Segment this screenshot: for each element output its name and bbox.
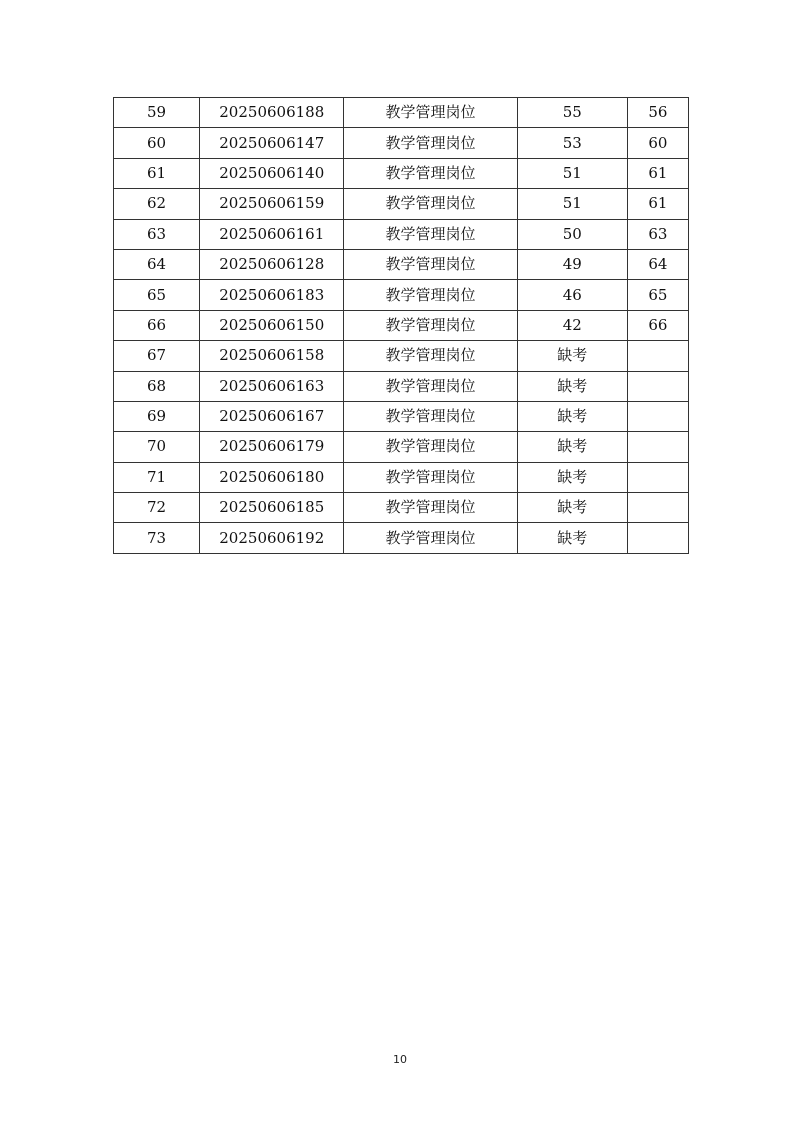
table-row [114, 98, 689, 128]
exam-score: 50 [517, 219, 627, 249]
candidate-id: 20250606179 [200, 432, 344, 462]
table-row [114, 249, 689, 279]
candidate-id: 20250606161 [200, 219, 344, 249]
table-row [114, 158, 689, 188]
table-row [114, 462, 689, 492]
score-rank [627, 462, 688, 492]
row-number: 60 [114, 128, 200, 158]
score-rank: 63 [627, 219, 688, 249]
position-name: 教学管理岗位 [344, 432, 517, 462]
table-row [114, 371, 689, 401]
table-row [114, 523, 689, 553]
results-table-body [114, 98, 689, 554]
position-name: 教学管理岗位 [344, 310, 517, 340]
position-name: 教学管理岗位 [344, 219, 517, 249]
table-row [114, 401, 689, 431]
candidate-id: 20250606167 [200, 401, 344, 431]
score-rank [627, 371, 688, 401]
table-row [114, 432, 689, 462]
score-rank: 65 [627, 280, 688, 310]
score-rank: 61 [627, 189, 688, 219]
row-number: 62 [114, 189, 200, 219]
score-rank: 61 [627, 158, 688, 188]
table-row [114, 280, 689, 310]
exam-score: 缺考 [517, 401, 627, 431]
candidate-id: 20250606128 [200, 249, 344, 279]
position-name: 教学管理岗位 [344, 523, 517, 553]
row-number: 66 [114, 310, 200, 340]
exam-score: 缺考 [517, 523, 627, 553]
score-rank [627, 401, 688, 431]
position-name: 教学管理岗位 [344, 462, 517, 492]
position-name: 教学管理岗位 [344, 128, 517, 158]
row-number: 63 [114, 219, 200, 249]
table-row [114, 219, 689, 249]
table-row [114, 128, 689, 158]
exam-score: 46 [517, 280, 627, 310]
candidate-id: 20250606188 [200, 98, 344, 128]
exam-score: 缺考 [517, 432, 627, 462]
table-row [114, 189, 689, 219]
row-number: 68 [114, 371, 200, 401]
row-number: 59 [114, 98, 200, 128]
candidate-id: 20250606163 [200, 371, 344, 401]
position-name: 教学管理岗位 [344, 249, 517, 279]
score-rank [627, 341, 688, 371]
exam-score: 51 [517, 158, 627, 188]
position-name: 教学管理岗位 [344, 371, 517, 401]
results-table [113, 97, 689, 554]
exam-score: 49 [517, 249, 627, 279]
row-number: 69 [114, 401, 200, 431]
exam-score: 55 [517, 98, 627, 128]
candidate-id: 20250606147 [200, 128, 344, 158]
score-rank: 64 [627, 249, 688, 279]
candidate-id: 20250606180 [200, 462, 344, 492]
row-number: 73 [114, 523, 200, 553]
score-rank: 56 [627, 98, 688, 128]
candidate-id: 20250606192 [200, 523, 344, 553]
position-name: 教学管理岗位 [344, 98, 517, 128]
row-number: 65 [114, 280, 200, 310]
exam-score: 缺考 [517, 371, 627, 401]
exam-score: 缺考 [517, 462, 627, 492]
table-row [114, 341, 689, 371]
score-rank [627, 493, 688, 523]
candidate-id: 20250606183 [200, 280, 344, 310]
exam-score: 42 [517, 310, 627, 340]
candidate-id: 20250606159 [200, 189, 344, 219]
table-row [114, 493, 689, 523]
exam-score: 51 [517, 189, 627, 219]
row-number: 64 [114, 249, 200, 279]
position-name: 教学管理岗位 [344, 493, 517, 523]
position-name: 教学管理岗位 [344, 158, 517, 188]
position-name: 教学管理岗位 [344, 280, 517, 310]
table-row [114, 310, 689, 340]
exam-score: 53 [517, 128, 627, 158]
row-number: 70 [114, 432, 200, 462]
exam-score: 缺考 [517, 341, 627, 371]
row-number: 71 [114, 462, 200, 492]
row-number: 67 [114, 341, 200, 371]
candidate-id: 20250606140 [200, 158, 344, 188]
exam-score: 缺考 [517, 493, 627, 523]
candidate-id: 20250606185 [200, 493, 344, 523]
score-rank: 60 [627, 128, 688, 158]
candidate-id: 20250606158 [200, 341, 344, 371]
page-number: 10 [393, 1053, 407, 1066]
position-name: 教学管理岗位 [344, 189, 517, 219]
score-rank [627, 523, 688, 553]
score-rank: 66 [627, 310, 688, 340]
row-number: 72 [114, 493, 200, 523]
position-name: 教学管理岗位 [344, 341, 517, 371]
position-name: 教学管理岗位 [344, 401, 517, 431]
row-number: 61 [114, 158, 200, 188]
candidate-id: 20250606150 [200, 310, 344, 340]
score-rank [627, 432, 688, 462]
